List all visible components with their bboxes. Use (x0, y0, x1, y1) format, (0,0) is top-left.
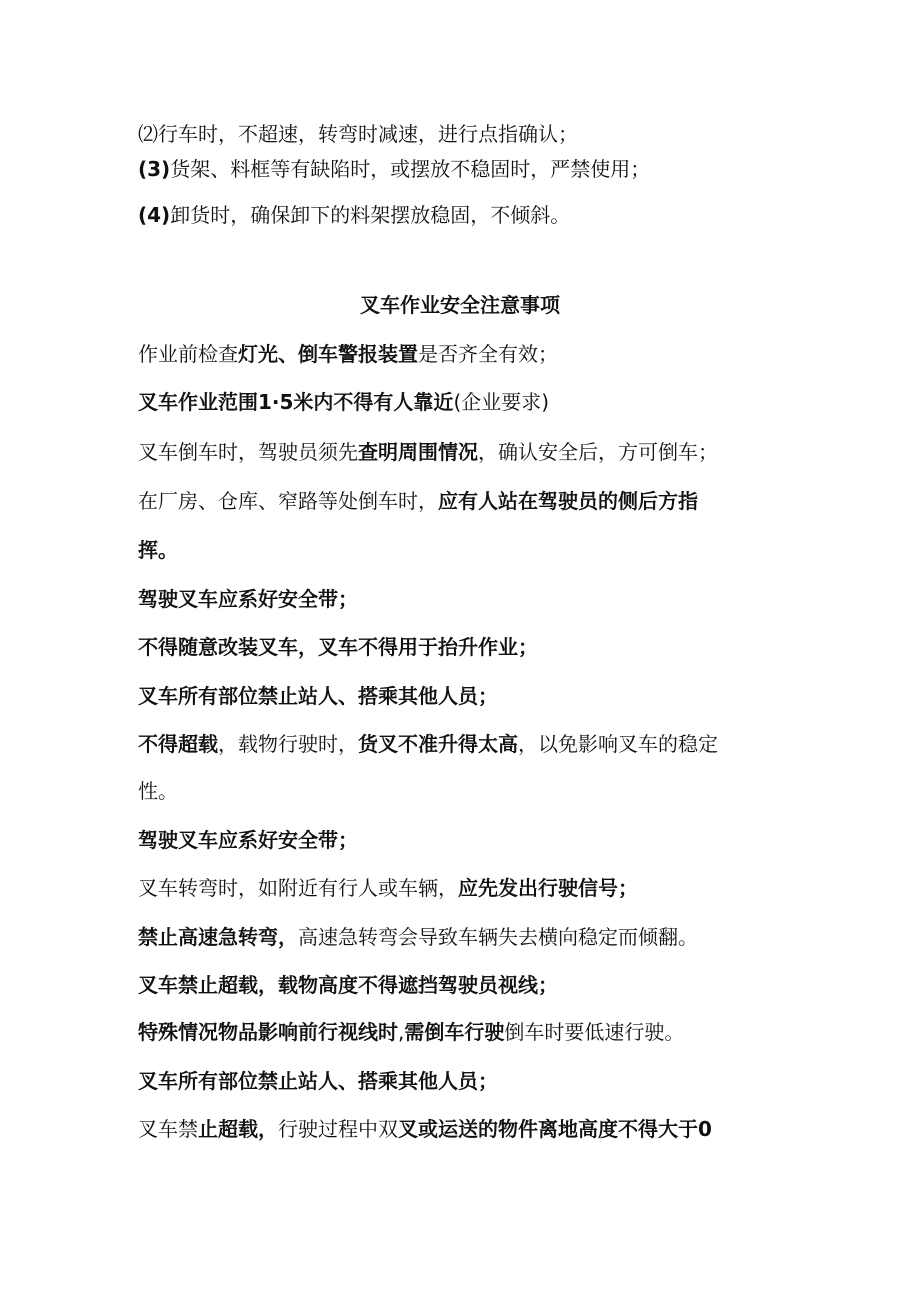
paragraph-line (138, 1020, 684, 1044)
paragraph-line (138, 684, 498, 708)
text-segment: 叉车禁止超载，载物高度不得遮挡驾驶员视线； (138, 973, 558, 997)
text-segment: 驾驶叉车应系好安全带； (138, 587, 358, 611)
text-segment: 特殊情况物品影响前行视线时 (138, 1020, 398, 1044)
text-segment: (企业要求) (453, 390, 550, 414)
text-segment: ，以免影响叉车的稳定 (518, 732, 718, 756)
text-segment: 灯光、倒车警报装置 (238, 342, 418, 366)
text-segment: 在厂房、仓库、窄路等处倒车时， (138, 489, 438, 513)
text-segment: ⑵行车时，不超速，转弯时减速，进行点指确认； (138, 122, 578, 146)
text-segment: ，确认安全后，方可倒车； (478, 440, 718, 464)
paragraph-line (138, 538, 178, 562)
paragraph-line (138, 925, 698, 949)
paragraph-line (138, 732, 718, 756)
paragraph-line (138, 779, 178, 803)
text-segment: 叉或运送的物件离地高度不得大于0 (398, 1117, 712, 1141)
text-segment: 驾驶叉车应系好安全带； (138, 828, 358, 852)
text-segment: 倒车时要低速行驶。 (504, 1020, 685, 1044)
text-segment: 叉车所有部位禁止站人、搭乘其他人员； (138, 684, 498, 708)
text-segment: 应有人站在驾驶员的侧后方指 (438, 489, 698, 513)
text-segment: 不得随意改装叉车，叉车不得用于抬升作业； (138, 635, 538, 659)
paragraph-line (138, 973, 558, 997)
paragraph-line (138, 390, 549, 414)
text-segment: 叉车倒车时，驾驶员须先 (138, 440, 358, 464)
paragraph-line (138, 828, 358, 852)
text-segment: 禁止高速急转弯， (138, 925, 298, 949)
text-segment: 货架、料框等有缺陷时，或摆放不稳固时，严禁使用； (170, 157, 651, 181)
text-segment: 叉车禁 (138, 1117, 198, 1141)
text-segment: 需倒车行驶 (404, 1020, 505, 1044)
text-segment: 作业前检查 (138, 342, 238, 366)
text-segment: 货叉不准升得太高 (358, 732, 518, 756)
paragraph-line (138, 876, 638, 900)
section-title (0, 293, 920, 317)
text-segment: 性。 (138, 779, 178, 803)
paragraph-line (138, 342, 558, 366)
paragraph-line (138, 635, 538, 659)
text-segment: (3) (138, 157, 171, 181)
text-segment: 高速急转弯会导致车辆失去横向稳定而倾翻。 (298, 925, 698, 949)
list-item-4 (138, 203, 570, 227)
text-segment: , (398, 1020, 405, 1044)
text-segment: 叉车所有部位禁止站人、搭乘其他人员； (138, 1069, 498, 1093)
list-item-2 (138, 122, 578, 146)
text-segment: 挥。 (138, 538, 178, 562)
text-segment: 卸货时，确保卸下的料架摆放稳固，不倾斜。 (170, 203, 571, 227)
text-segment: 叉车作业范围1·5米内不得有人靠近 (138, 390, 454, 414)
text-segment: (4) (138, 203, 171, 227)
text-segment: 行驶过程中双 (278, 1117, 398, 1141)
text-segment: 不得超载 (138, 732, 218, 756)
paragraph-line (138, 1069, 498, 1093)
paragraph-line (138, 489, 698, 513)
paragraph-line (138, 587, 358, 611)
text-segment: 应先发出行驶信号； (458, 876, 638, 900)
text-segment: 是否齐全有效； (418, 342, 558, 366)
paragraph-line (138, 440, 718, 464)
text-segment: ，载物行驶时， (218, 732, 358, 756)
paragraph-line (138, 1117, 712, 1141)
text-segment: 止超载， (198, 1117, 278, 1141)
text-segment: 叉车转弯时，如附近有行人或车辆， (138, 876, 458, 900)
text-segment: 查明周围情况 (358, 440, 478, 464)
list-item-3 (138, 157, 650, 181)
text-segment: 叉车作业安全注意事项 (360, 293, 560, 317)
